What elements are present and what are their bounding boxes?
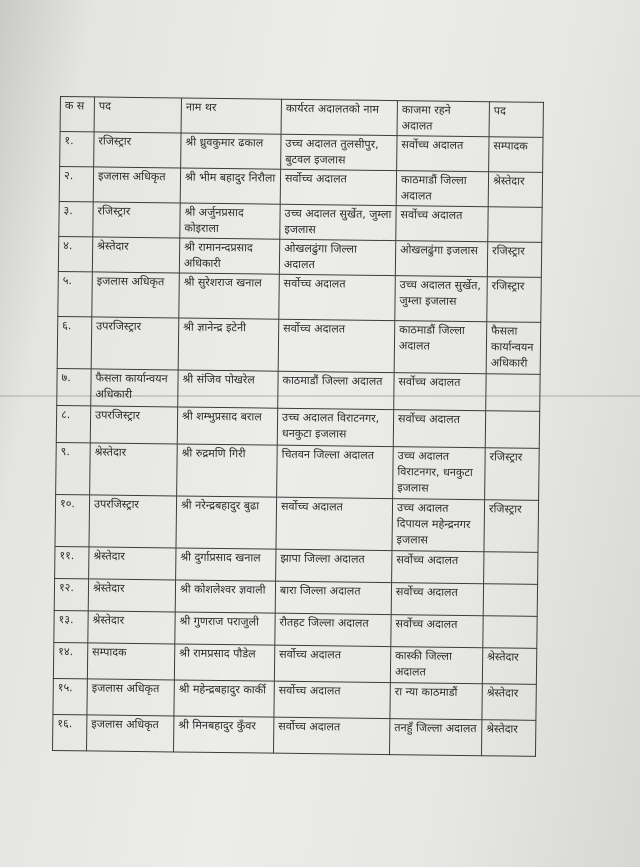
serial-cell: २. (59, 167, 93, 202)
deputed-court-cell: सर्वोच्च अदालत (392, 551, 484, 584)
name-cell: श्री मिनबहादुर कुँवर (173, 716, 273, 753)
post-cell: श्रेस्तेदार (89, 547, 176, 580)
serial-cell: १४. (53, 642, 87, 678)
deputed-court-cell: काठमाडौं जिल्ला अदालत (394, 321, 487, 374)
current-court-cell: काठमाडौं जिल्ला अदालत (278, 371, 394, 409)
current-court-cell: बारा जिल्ला अदालत (275, 581, 391, 614)
serial-cell: ३. (59, 201, 93, 236)
new-post-cell: रजिस्ट्रार (487, 242, 541, 278)
table-row (60, 132, 543, 173)
new-post-cell (484, 552, 538, 585)
header-current-court: कार्यरत अदालतको नाम (281, 99, 397, 135)
name-cell: श्री शम्भुप्रसाद बराल (177, 407, 277, 445)
current-court-cell: सर्वोच्च अदालत (274, 645, 390, 682)
table-row (53, 678, 536, 720)
current-court-cell: झापा जिल्ला अदालत (276, 549, 392, 582)
new-post-cell (485, 411, 539, 449)
serial-cell: १०. (55, 494, 90, 546)
table-header-row (60, 97, 543, 138)
serial-cell: १६. (53, 714, 87, 750)
serial-cell: १३. (54, 610, 88, 642)
post-cell: उपरजिस्ट्रार (90, 406, 177, 444)
name-cell: श्री ज्ञानेन्द्र इटेनी (178, 318, 279, 371)
name-cell: श्री दुर्गाप्रसाद खनाल (176, 548, 276, 581)
current-court-cell: सर्वोच्च अदालत (280, 169, 396, 205)
current-court-cell: सर्वोच्च अदालत (279, 274, 396, 320)
post-cell: रजिस्ट्रार (94, 132, 181, 168)
name-cell: श्री नरेन्द्रबहादुर बुढा (176, 496, 277, 549)
post-cell: उपरजिस्ट्रार (91, 317, 179, 370)
post-cell: इजलास अधिकृत (87, 679, 174, 716)
serial-cell: १५. (53, 678, 87, 714)
serial-cell: ५. (58, 271, 93, 316)
deputed-court-cell: सर्वोच्च अदालत (397, 136, 489, 172)
table-row (59, 201, 542, 242)
deputed-court-cell: सर्वोच्च अदालत (393, 410, 485, 448)
deputed-court-cell: सर्वोच्च अदालत (391, 615, 483, 648)
deputed-court-cell: उच्च अदालत सुर्खेत, जुम्ला इजलास (395, 276, 488, 322)
deputed-court-cell: सर्वोच्च अदालत (394, 373, 486, 411)
transfer-table (52, 96, 544, 757)
serial-cell: १२. (54, 578, 88, 610)
deputed-court-cell: उच्च अदालत विराटनगर, धनकुटा इजलास (393, 447, 486, 500)
post-cell: श्रेस्तेदार (92, 237, 179, 273)
deputed-court-cell: कास्की जिल्ला अदालत (390, 647, 482, 684)
table-row (57, 368, 540, 411)
current-court-cell: सर्वोच्च अदालत (273, 717, 389, 754)
current-court-cell: उच्च अदालत सुर्खेत, जुम्ला इजलास (280, 204, 396, 240)
name-cell: श्री अर्जुनप्रसाद कोइराला (180, 203, 280, 239)
table-row (58, 236, 541, 277)
serial-cell: ९. (56, 442, 91, 494)
header-new-post: पद (489, 102, 543, 138)
post-cell: श्रेस्तेदार (88, 579, 175, 612)
name-cell: श्री सुरेशराज खनाल (179, 273, 280, 319)
deputed-court-cell: उच्च अदालत दिपायल महेन्द्रनगर इजलास (392, 499, 485, 552)
name-cell: श्री गुणराज पराजुली (175, 612, 275, 645)
current-court-cell: उच्च अदालत विराटनगर, धनकुटा इजलास (277, 408, 393, 446)
name-cell: श्री कोशलेश्वर ज्ञवाली (175, 580, 275, 613)
post-cell: रजिस्ट्रार (93, 202, 180, 238)
current-court-cell: सर्वोच्च अदालत (274, 681, 390, 718)
name-cell: श्री ध्रुवकुमार ढकाल (181, 133, 281, 169)
post-cell: इजलास अधिकृत (92, 272, 180, 318)
post-cell: इजलास अधिकृत (87, 715, 174, 752)
name-cell: श्री रुद्रमणि गिरी (177, 444, 278, 497)
header-name: नाम थर (181, 98, 281, 134)
table-row (57, 316, 541, 374)
table-row (55, 494, 539, 552)
table-row (58, 271, 542, 322)
new-post-cell: श्रेस्तेदार (488, 172, 542, 208)
new-post-cell (486, 374, 540, 412)
deputed-court-cell: रा न्या काठमाडौं (390, 683, 482, 720)
table-row (56, 442, 540, 500)
header-serial: क स (60, 97, 94, 132)
serial-cell: १. (60, 132, 94, 167)
serial-cell: ४. (58, 236, 92, 271)
deputed-court-cell: ओखलढुंगा इजलास (395, 241, 487, 277)
current-court-cell: रौतहट जिल्ला अदालत (275, 613, 391, 646)
serial-cell: ८. (56, 405, 90, 442)
deputed-court-cell: सर्वोच्च अदालत (391, 583, 483, 616)
header-post: पद (94, 97, 181, 133)
table-row (53, 642, 536, 684)
current-court-cell: सर्वोच्च अदालत (278, 319, 395, 372)
post-cell: फैसला कार्यान्वयन अधिकारी (91, 369, 178, 407)
serial-cell: ६. (57, 316, 92, 368)
new-post-cell: श्रेस्तेदार (482, 684, 536, 721)
new-post-cell: श्रेस्तेदार (481, 720, 535, 757)
post-cell: उपरजिस्ट्रार (89, 495, 177, 548)
deputed-court-cell: सर्वोच्च अदालत (396, 206, 488, 242)
new-post-cell: रजिस्ट्रार (484, 500, 539, 553)
new-post-cell (488, 207, 542, 243)
new-post-cell: रजिस्ट्रार (487, 277, 542, 323)
name-cell: श्री महेन्द्रबहादुर कार्की (174, 680, 274, 717)
new-post-cell (483, 616, 537, 649)
serial-cell: ७. (57, 368, 91, 405)
serial-cell: ११. (55, 546, 89, 578)
name-cell: श्री रामप्रसाद पौडेल (174, 644, 274, 681)
current-court-cell: ओखलढुंगा जिल्ला अदालत (279, 239, 395, 275)
new-post-cell: रजिस्ट्रार (485, 448, 540, 501)
name-cell: श्री भीम बहादुर निरौला (180, 168, 280, 204)
current-court-cell: सर्वोच्च अदालत (276, 497, 393, 550)
current-court-cell: उच्च अदालत तुलसीपुर, बुटवल इजलास (281, 134, 397, 170)
new-post-cell: श्रेस्तेदार (482, 648, 536, 685)
table-row (56, 405, 539, 448)
header-deputed-court: काजमा रहने अदालत (397, 101, 489, 137)
current-court-cell: चितवन जिल्ला अदालत (277, 445, 394, 498)
name-cell: श्री संजिव पोखरेल (178, 370, 278, 408)
post-cell: श्रेस्तेदार (88, 611, 175, 644)
post-cell: इजलास अधिकृत (93, 167, 180, 203)
new-post-cell: फैसला कार्यान्वयन अधिकारी (486, 322, 541, 375)
name-cell: श्री रामानन्दप्रसाद अधिकारी (179, 238, 279, 274)
new-post-cell (483, 584, 537, 617)
table-row (53, 714, 536, 756)
deputed-court-cell: तनहुँ जिल्ला अदालत (389, 719, 481, 756)
post-cell: श्रेस्तेदार (90, 443, 178, 496)
deputed-court-cell: काठमाडौं जिल्ला अदालत (396, 171, 488, 207)
post-cell: सम्पादक (87, 643, 174, 680)
table-row (59, 167, 542, 208)
new-post-cell: सम्पादक (489, 137, 543, 173)
